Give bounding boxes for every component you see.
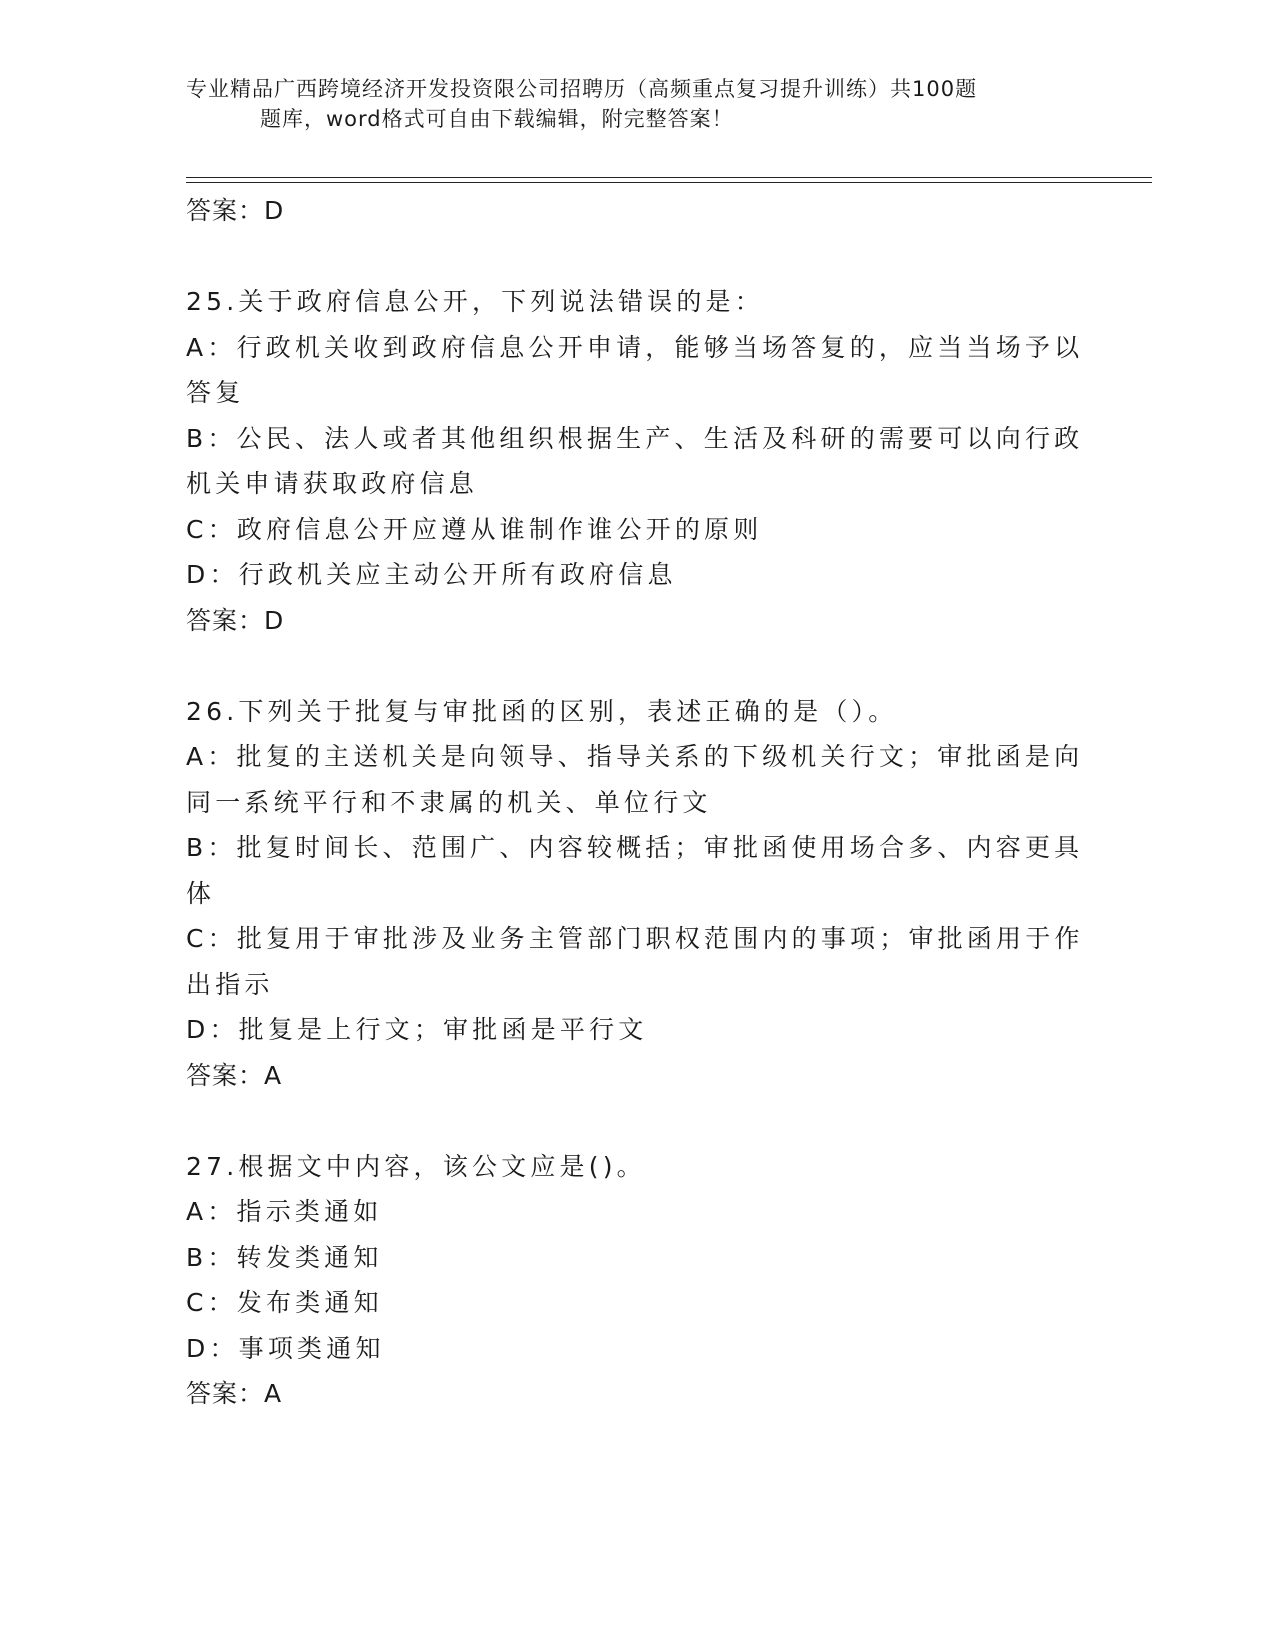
option-d: D：批复是上行文；审批函是平行文 xyxy=(186,1015,648,1044)
header-title-line-2: 题库，word格式可自由下载编辑，附完整答案！ xyxy=(260,107,734,131)
answer-label: 答案：A xyxy=(186,1379,283,1408)
question-text: 27.根据文中内容，该公文应是()。 xyxy=(186,1151,646,1181)
answer-label: 答案：D xyxy=(186,605,285,635)
question-list xyxy=(186,188,1086,1417)
question-block-26 xyxy=(186,689,1086,1099)
option-c-line-1: C：批复用于审批涉及业务主管部门职权范围内的事项；审批函用于作 xyxy=(186,924,1084,953)
answer-label: 答案：A xyxy=(186,1060,283,1090)
option-b-line-2: 体 xyxy=(186,878,216,908)
question-text: 26.下列关于批复与审批函的区别，表述正确的是（）。 xyxy=(186,696,898,726)
spacer xyxy=(186,234,1086,280)
option-a-line-1: A：批复的主送机关是向领导、指导关系的下级机关行文；审批函是向 xyxy=(186,742,1084,771)
option-a-line-1: A：行政机关收到政府信息公开申请，能够当场答复的，应当当场予以 xyxy=(186,332,1084,362)
question-text: 25.关于政府信息公开，下列说法错误的是： xyxy=(186,287,764,316)
option-b-line-1: B：批复时间长、范围广、内容较概括；审批函使用场合多、内容更具 xyxy=(186,833,1084,862)
option-c: C：政府信息公开应遵从谁制作谁公开的原则 xyxy=(186,514,763,544)
header-rule-bottom xyxy=(186,182,1152,183)
question-block-27 xyxy=(186,1144,1086,1417)
option-d: D：行政机关应主动公开所有政府信息 xyxy=(186,560,677,589)
question-block-25 xyxy=(186,279,1086,643)
option-a-line-2: 答复 xyxy=(186,378,245,407)
header-rule-top xyxy=(186,177,1152,178)
option-d: D：事项类通知 xyxy=(186,1333,385,1363)
option-c-line-2: 出指示 xyxy=(186,969,274,999)
option-b: B：转发类通知 xyxy=(186,1242,383,1272)
answer-label: 答案：D xyxy=(186,196,285,225)
option-b-line-1: B：公民、法人或者其他组织根据生产、生活及科研的需要可以向行政 xyxy=(186,423,1084,453)
option-a-line-2: 同一系统平行和不隶属的机关、单位行文 xyxy=(186,787,712,817)
option-c: C：发布类通知 xyxy=(186,1288,383,1317)
spacer xyxy=(186,643,1086,689)
document-header xyxy=(186,74,1086,134)
option-b-line-2: 机关申请获取政府信息 xyxy=(186,469,479,498)
header-title-line-1: 专业精品广西跨境经济开发投资限公司招聘历（高频重点复习提升训练）共100题 xyxy=(186,77,978,101)
spacer xyxy=(186,1098,1086,1144)
option-a: A：指示类通如 xyxy=(186,1197,383,1226)
